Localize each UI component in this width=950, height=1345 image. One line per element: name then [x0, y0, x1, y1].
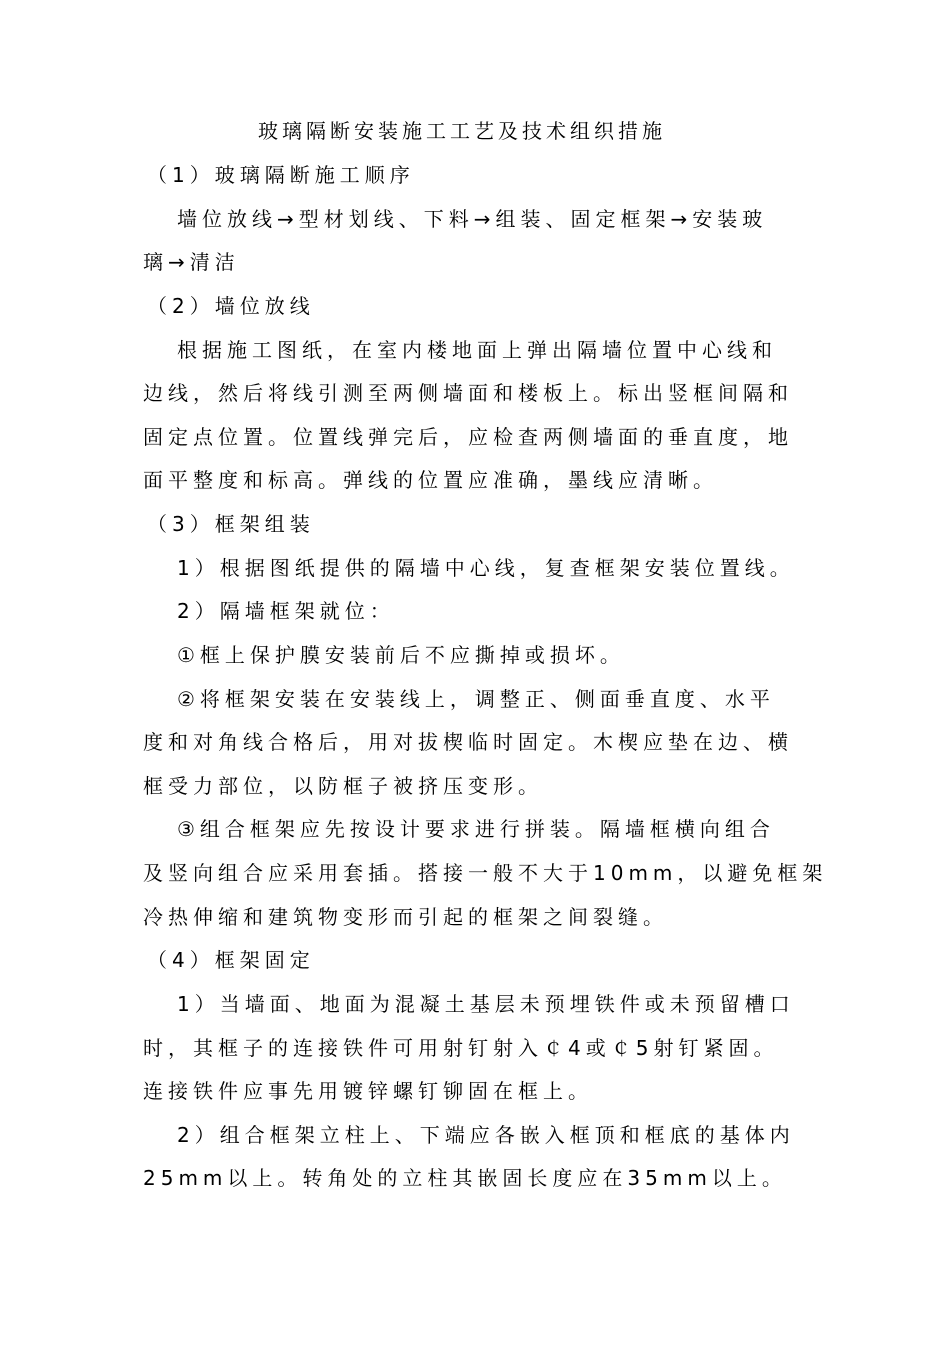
document-title: 玻璃隔断安装施工工艺及技术组织措施: [258, 119, 666, 143]
paragraph-line: 根据施工图纸，在室内楼地面上弹出隔墙位置中心线和: [177, 338, 777, 362]
list-item: ②将框架安装在安装线上，调整正、侧面垂直度、水平: [177, 687, 775, 711]
list-item: 2）组合框架立柱上、下端应各嵌入框顶和框底的基体内: [177, 1123, 795, 1147]
paragraph-line: 时，其框子的连接铁件可用射钉射入￠4或￠5射钉紧固。: [143, 1036, 779, 1060]
list-item: 1）根据图纸提供的隔墙中心线，复查框架安装位置线。: [177, 556, 795, 580]
section-heading-2: （2）墙位放线: [147, 294, 315, 318]
section-heading-3: （3）框架组装: [147, 512, 315, 536]
paragraph-line: 固定点位置。位置线弹完后，应检查两侧墙面的垂直度，地: [143, 425, 793, 449]
paragraph-line: 冷热伸缩和建筑物变形而引起的框架之间裂缝。: [143, 905, 668, 929]
paragraph-line: 边线，然后将线引测至两侧墙面和楼板上。标出竖框间隔和: [143, 381, 793, 405]
section-heading-1: （1）玻璃隔断施工顺序: [147, 163, 415, 187]
list-item: 2）隔墙框架就位：: [177, 599, 395, 623]
list-item: ①框上保护膜安装前后不应撕掉或损坏。: [177, 643, 625, 667]
list-item: 1）当墙面、地面为混凝土基层未预埋铁件或未预留槽口: [177, 992, 795, 1016]
paragraph-line: 25mm以上。转角处的立柱其嵌固长度应在35mm以上。: [143, 1166, 787, 1190]
paragraph-line: 璃→清洁: [143, 250, 240, 274]
list-item: ③组合框架应先按设计要求进行拼装。隔墙框横向组合: [177, 817, 775, 841]
paragraph-line: 度和对角线合格后，用对拔楔临时固定。木楔应垫在边、横: [143, 730, 793, 754]
paragraph-line: 及竖向组合应采用套插。搭接一般不大于10mm，以避免框架: [143, 861, 828, 885]
paragraph-line: 连接铁件应事先用镀锌螺钉铆固在框上。: [143, 1079, 593, 1103]
section-heading-4: （4）框架固定: [147, 948, 315, 972]
paragraph-line: 框受力部位，以防框子被挤压变形。: [143, 774, 543, 798]
paragraph-line: 墙位放线→型材划线、下料→组装、固定框架→安装玻: [177, 207, 768, 231]
paragraph-line: 面平整度和标高。弹线的位置应准确，墨线应清晰。: [143, 468, 718, 492]
